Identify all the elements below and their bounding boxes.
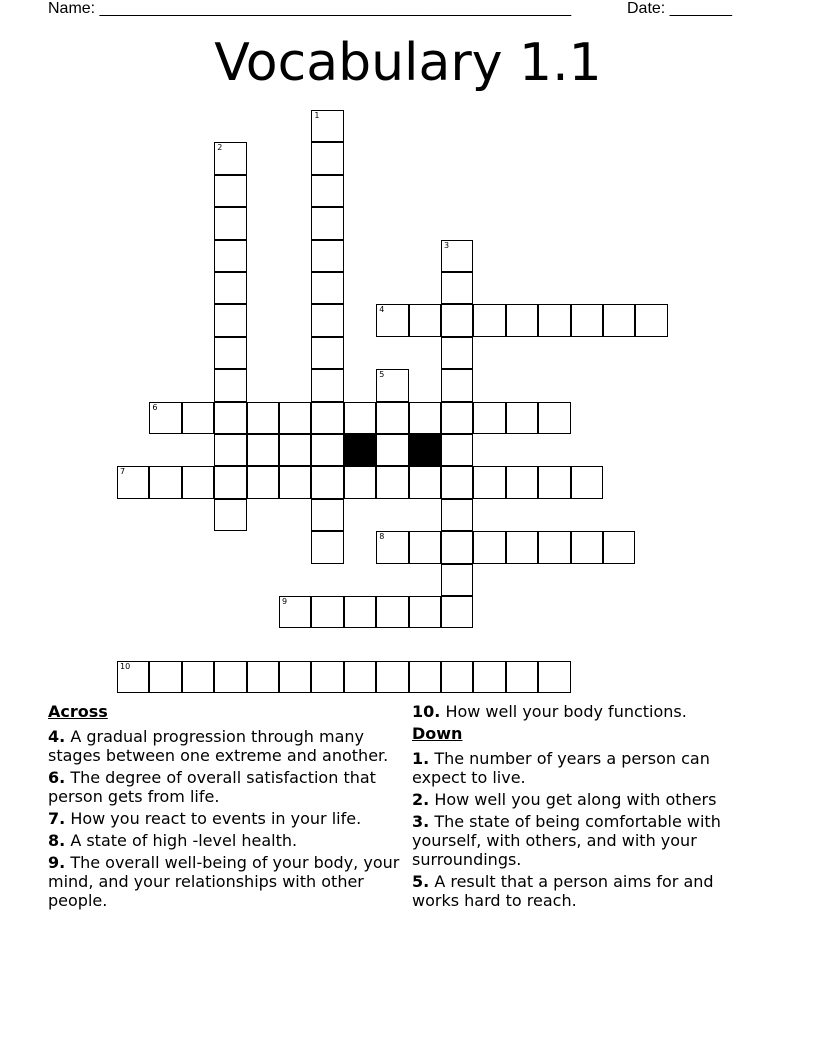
crossword-cell[interactable] (538, 402, 570, 434)
cell-number: 8 (379, 532, 385, 542)
crossword-cell[interactable] (441, 596, 473, 628)
crossword-cell[interactable] (279, 434, 311, 466)
clue-text: The degree of overall satisfaction that person gets from life. (48, 768, 376, 806)
date-blank[interactable]: _______ (669, 0, 732, 17)
crossword-cell[interactable] (538, 661, 570, 693)
down-clue (412, 872, 762, 910)
cell-number: 7 (120, 467, 126, 477)
black-square (409, 434, 441, 466)
crossword-cell[interactable] (409, 402, 441, 434)
crossword-cell[interactable] (247, 466, 279, 498)
crossword-cell[interactable] (311, 304, 343, 336)
crossword-cell[interactable] (441, 434, 473, 466)
crossword-cell[interactable] (441, 337, 473, 369)
crossword-cell[interactable] (441, 531, 473, 563)
crossword-cell[interactable] (247, 402, 279, 434)
cell-number: 5 (379, 370, 385, 380)
crossword-cell[interactable] (214, 207, 246, 239)
clue-text: How well your body functions. (445, 702, 687, 721)
clue-text: The overall well-being of your body, your mind, and your relationships with other people. (48, 853, 400, 910)
crossword-cell[interactable] (344, 596, 376, 628)
crossword-cell[interactable] (538, 304, 570, 336)
clue-text: How you react to events in your life. (70, 809, 362, 828)
crossword-cell[interactable] (571, 466, 603, 498)
clues-left-column (48, 702, 404, 913)
crossword-cell[interactable] (117, 661, 149, 693)
crossword-cell[interactable] (635, 304, 667, 336)
crossword-cell[interactable] (441, 661, 473, 693)
crossword-cell[interactable] (214, 369, 246, 401)
clue-number: 3. (412, 812, 430, 831)
crossword-cell[interactable] (506, 402, 538, 434)
crossword-cell[interactable] (441, 466, 473, 498)
name-label: Name: (48, 0, 96, 17)
clue-text: A result that a person aims for and works hard to reach. (412, 872, 714, 910)
crossword-cell[interactable] (506, 531, 538, 563)
crossword-cell[interactable] (441, 402, 473, 434)
crossword-cell[interactable] (311, 207, 343, 239)
crossword-cell[interactable] (149, 402, 181, 434)
crossword-cell[interactable] (441, 499, 473, 531)
across-heading: Across (48, 702, 108, 721)
down-clue-list (412, 749, 762, 910)
clue-number: 2. (412, 790, 430, 809)
crossword-cell[interactable] (409, 661, 441, 693)
cell-number: 4 (379, 305, 385, 315)
crossword-cell[interactable] (376, 661, 408, 693)
crossword-cell[interactable] (311, 142, 343, 174)
down-clue (412, 812, 762, 869)
crossword-cell[interactable] (311, 110, 343, 142)
down-clue (412, 749, 762, 787)
crossword-cell[interactable] (214, 175, 246, 207)
crossword-cell[interactable] (376, 434, 408, 466)
date-label: Date: (627, 0, 666, 17)
crossword-cell[interactable] (311, 272, 343, 304)
crossword-cell[interactable] (311, 402, 343, 434)
cell-number: 3 (444, 240, 450, 250)
crossword-cell[interactable] (538, 531, 570, 563)
across-clue (48, 727, 404, 765)
page-title: Vocabulary 1.1 (214, 33, 602, 93)
crossword-cell[interactable] (214, 304, 246, 336)
clues-right-column (412, 702, 762, 913)
crossword-cell[interactable] (571, 304, 603, 336)
crossword-cell[interactable] (344, 661, 376, 693)
crossword-cell[interactable] (214, 337, 246, 369)
crossword-cell[interactable] (214, 142, 246, 174)
crossword-cell[interactable] (409, 304, 441, 336)
crossword-cell[interactable] (149, 466, 181, 498)
crossword-cell[interactable] (311, 466, 343, 498)
down-clue (412, 790, 762, 809)
crossword-cell[interactable] (473, 304, 505, 336)
crossword-cell[interactable] (506, 304, 538, 336)
crossword-cell[interactable] (506, 661, 538, 693)
crossword-cell[interactable] (311, 499, 343, 531)
crossword-cell[interactable] (473, 531, 505, 563)
cell-number: 1 (314, 111, 320, 120)
down-heading: Down (412, 724, 463, 743)
cell-number: 2 (217, 143, 223, 153)
across-clue-list (48, 727, 404, 910)
clue-number: 6. (48, 768, 66, 787)
crossword-cell[interactable] (311, 175, 343, 207)
clue-number: 4. (48, 727, 66, 746)
crossword-cell[interactable] (214, 434, 246, 466)
crossword-cell[interactable] (506, 466, 538, 498)
crossword-cell[interactable] (311, 337, 343, 369)
crossword-cell[interactable] (376, 596, 408, 628)
crossword-cell[interactable] (473, 402, 505, 434)
clue-text: A gradual progression through many stages between one extreme and another. (48, 727, 389, 765)
crossword-cell[interactable] (247, 661, 279, 693)
clue-text: The number of years a person can expect to live. (412, 749, 710, 787)
crossword-cell[interactable] (376, 531, 408, 563)
cell-number: 9 (282, 597, 288, 606)
clue-number: 9. (48, 853, 66, 872)
crossword-cell[interactable] (311, 596, 343, 628)
crossword-cell[interactable] (473, 466, 505, 498)
crossword-cell[interactable] (409, 466, 441, 498)
crossword-cell[interactable] (182, 402, 214, 434)
crossword-cell[interactable] (344, 402, 376, 434)
clue-text: A state of high -level health. (70, 831, 298, 850)
clue-number: 8. (48, 831, 66, 850)
crossword-cell[interactable] (214, 499, 246, 531)
clue-number: 10. (412, 702, 441, 721)
name-blank[interactable]: _____________________________________________________ (99, 0, 572, 17)
crossword-cell[interactable] (279, 466, 311, 498)
crossword-cell[interactable] (441, 304, 473, 336)
crossword-cell[interactable] (214, 272, 246, 304)
crossword-cell[interactable] (538, 466, 570, 498)
crossword-cell[interactable] (214, 661, 246, 693)
cell-number: 6 (152, 402, 158, 412)
crossword-cell[interactable] (441, 240, 473, 272)
crossword-cell[interactable] (376, 402, 408, 434)
cell-number: 10 (120, 661, 131, 671)
name-field[interactable] (48, 0, 571, 20)
crossword-cell[interactable] (344, 466, 376, 498)
across-clue (48, 853, 404, 910)
crossword-cell[interactable] (279, 661, 311, 693)
clue-text: The state of being comfortable with yourself, with others, and with your surroundings. (412, 812, 721, 869)
crossword-cell[interactable] (441, 272, 473, 304)
crossword-cell[interactable] (409, 596, 441, 628)
crossword-cell[interactable] (409, 531, 441, 563)
crossword-cell[interactable] (214, 402, 246, 434)
crossword-cell[interactable] (473, 661, 505, 693)
crossword-cell[interactable] (441, 369, 473, 401)
crossword-cell[interactable] (571, 531, 603, 563)
crossword-cell[interactable] (603, 531, 635, 563)
crossword-cell[interactable] (441, 564, 473, 596)
crossword-cell[interactable] (311, 531, 343, 563)
crossword-cell[interactable] (214, 466, 246, 498)
crossword-cell[interactable] (247, 434, 279, 466)
across-clue (412, 702, 762, 721)
crossword-cell[interactable] (311, 240, 343, 272)
crossword-cell[interactable] (376, 304, 408, 336)
crossword-cell[interactable] (182, 661, 214, 693)
across-clue (48, 831, 404, 850)
black-square (344, 434, 376, 466)
crossword-cell[interactable] (311, 434, 343, 466)
across-clue (48, 768, 404, 806)
crossword-cell[interactable] (376, 466, 408, 498)
clue-number: 5. (412, 872, 430, 891)
crossword-cell[interactable] (376, 369, 408, 401)
crossword-cell[interactable] (311, 661, 343, 693)
across-clue (48, 809, 404, 828)
crossword-cell[interactable] (149, 661, 181, 693)
crossword-cell[interactable] (603, 304, 635, 336)
clue-text: How well you get along with others (434, 790, 717, 809)
clue-number: 1. (412, 749, 430, 768)
crossword-cell[interactable] (311, 369, 343, 401)
crossword-cell[interactable] (117, 466, 149, 498)
clue-number: 7. (48, 809, 66, 828)
crossword-cell[interactable] (279, 402, 311, 434)
crossword-cell[interactable] (279, 596, 311, 628)
date-field[interactable] (627, 0, 732, 20)
crossword-cell[interactable] (182, 466, 214, 498)
crossword-cell[interactable] (214, 240, 246, 272)
